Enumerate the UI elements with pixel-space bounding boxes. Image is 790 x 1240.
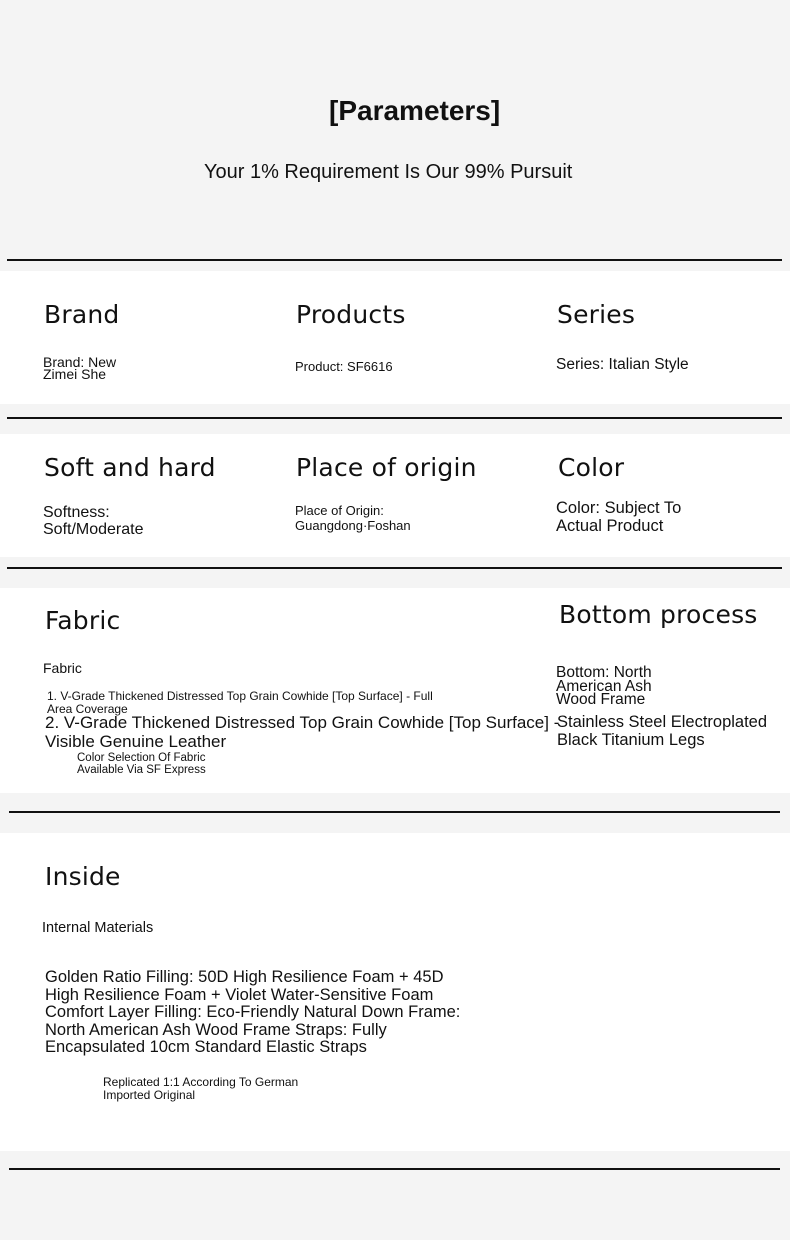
- brand-value-line2: Zimei She: [43, 366, 107, 382]
- inside-label: Internal Materials: [42, 920, 154, 936]
- origin-value-line1: Place of Origin:: [295, 503, 384, 518]
- origin-heading: Place of origin: [296, 453, 477, 482]
- divider-3: [7, 567, 782, 569]
- bottom-process-line2: American Ash: [556, 677, 652, 695]
- fabric-heading: Fabric: [45, 606, 121, 635]
- inside-heading: Inside: [45, 862, 121, 891]
- softness-heading: Soft and hard: [44, 453, 216, 482]
- inside-desc-line1: Golden Ratio Filling: 50D High Resilience Foam + 45D: [45, 968, 444, 986]
- softness-value-line2: Soft/Moderate: [43, 521, 144, 538]
- fabric-note-line2: Available Via SF Express: [77, 764, 206, 776]
- series-heading: Series: [557, 300, 636, 329]
- inside-description: [45, 969, 460, 1057]
- divider-4: [9, 811, 780, 813]
- fabric-label: Fabric: [43, 660, 82, 676]
- softness-value: [43, 504, 144, 538]
- products-value: Product: SF6616: [295, 359, 393, 374]
- brand-heading: Brand: [44, 300, 120, 329]
- products-heading: Products: [296, 300, 406, 329]
- fabric-item-2-line2: Visible Genuine Leather: [45, 732, 227, 751]
- inside-note-line1: Replicated 1:1 According To German: [103, 1075, 299, 1089]
- divider-5: [9, 1168, 780, 1170]
- inside-desc-line4: North American Ash Wood Frame Straps: Fully: [45, 1020, 387, 1039]
- inside-note: [103, 1076, 298, 1102]
- row1-panel: [0, 271, 790, 404]
- bottom-process-value: [556, 666, 652, 707]
- bottom-process-heading: Bottom process: [559, 600, 758, 629]
- inside-desc-line3: Comfort Layer Filling: Eco-Friendly Natural Down Frame:: [45, 1003, 461, 1021]
- page-subtitle: Your 1% Requirement Is Our 99% Pursuit: [204, 161, 573, 183]
- fabric-note: [77, 752, 206, 776]
- bottom-legs-value: [557, 713, 767, 749]
- origin-value-line2: Guangdong·Foshan: [295, 518, 411, 533]
- color-value-line1: Color: Subject To: [556, 499, 682, 517]
- brand-value-line1: Brand: New: [43, 354, 117, 370]
- origin-value: [295, 503, 411, 533]
- bottom-process-line3: Wood Frame: [556, 691, 646, 708]
- series-value: Series: Italian Style: [556, 356, 689, 373]
- fabric-note-line1: Color Selection Of Fabric: [77, 752, 206, 764]
- color-value-line2: Actual Product: [556, 517, 664, 535]
- color-heading: Color: [558, 453, 625, 482]
- brand-value: [43, 356, 116, 380]
- fabric-item-1-line2: Area Coverage: [47, 702, 128, 716]
- divider-2: [7, 417, 782, 419]
- bottom-process-line4: Stainless Steel Electroplated: [557, 713, 768, 731]
- inside-desc-line5: Encapsulated 10cm Standard Elastic Straps: [45, 1038, 367, 1056]
- divider-1: [7, 259, 782, 261]
- inside-note-line2: Imported Original: [103, 1088, 196, 1102]
- fabric-item-1-line1: 1. V-Grade Thickened Distressed Top Grain Cowhide [Top Surface] - Full: [47, 689, 433, 703]
- color-value: [556, 499, 681, 535]
- fabric-item-2: [45, 713, 559, 751]
- page-title: [Parameters]: [329, 95, 501, 126]
- bottom-process-line5: Black Titanium Legs: [557, 731, 705, 749]
- softness-value-line1: Softness:: [43, 504, 110, 521]
- bottom-process-line1: Bottom: North: [556, 664, 652, 681]
- fabric-item-2-line1: 2. V-Grade Thickened Distressed Top Grain Cowhide [Top Surface] -: [45, 713, 560, 732]
- inside-desc-line2: High Resilience Foam + Violet Water-Sensitive Foam: [45, 985, 434, 1004]
